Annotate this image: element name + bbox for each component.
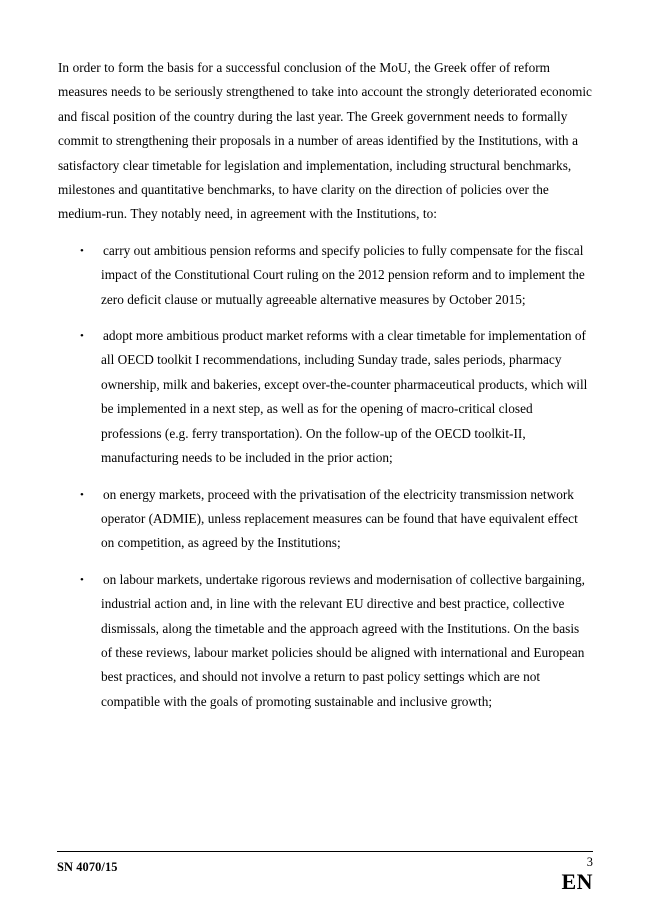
list-item-text: adopt more ambitious product market reforms with a clear timetable for implementation of all OECD toolkit I recommendations, including Sunday trade, sales periods, pharmacy ownership, milk and bakeries, except over-the-counter pharmaceutical products, which will be implemented in a next step, as well as for the opening of macro-critical closed professions (e.g. ferry transportation). On the follow-up of the OECD toolkit-II, manufacturing needs to be included in the prior action; <box>101 328 588 466</box>
list-item <box>58 568 592 714</box>
page-footer <box>57 851 593 898</box>
bullet-point-icon: • <box>80 573 84 586</box>
list-item <box>58 239 592 312</box>
bullet-point-icon: • <box>80 488 84 501</box>
footer-row <box>57 852 593 898</box>
bullet-point-icon: • <box>80 330 84 343</box>
bullet-point-icon: • <box>80 244 84 257</box>
commitments-list <box>58 239 592 714</box>
list-item-text: on energy markets, proceed with the privatisation of the electricity transmission network operator (ADMIE), unless replacement measures can be found that have equivalent effect on competition, as agreed by the Institutions; <box>101 486 578 551</box>
list-item <box>58 324 592 470</box>
page-meta <box>473 855 593 894</box>
document-body <box>58 56 592 714</box>
page-number: 3 <box>586 855 593 869</box>
list-item-text: carry out ambitious pension reforms and specify policies to fully compensate for the fiscal impact of the Constitutional Court ruling on the 2012 pension reform and to implement the zero deficit clause or mutually agreeable alternative measures by October 2015; <box>101 242 585 307</box>
list-item <box>58 483 592 556</box>
language-code: EN <box>561 869 593 894</box>
intro-paragraph: In order to form the basis for a successful conclusion of the MoU, the Greek offer of reform measures needs to be seriously strengthened to take into account the strongly deteriorated economic and fiscal position of the country during the last year. The Greek government needs to formally commit to strengthening their proposals in a number of areas identified by the Institutions, with a satisfactory clear timetable for legislation and implementation, including structural benchmarks, milestones and quantitative benchmarks, to have clarity on the direction of policies over the medium-run. They notably need, in agreement with the Institutions, to: <box>58 60 592 222</box>
document-reference: SN 4070/15 <box>57 860 118 874</box>
list-item-text: on labour markets, undertake rigorous reviews and modernisation of collective bargaining, industrial action and, in line with the relevant EU directive and best practice, collective dismissals, along the timetable and the approach agreed with the Institutions. On the basis of these reviews, labour market policies should be aligned with international and European best practices, and should not involve a return to past policy settings which are not compatible with the goals of promoting sustainable and inclusive growth; <box>101 571 585 709</box>
